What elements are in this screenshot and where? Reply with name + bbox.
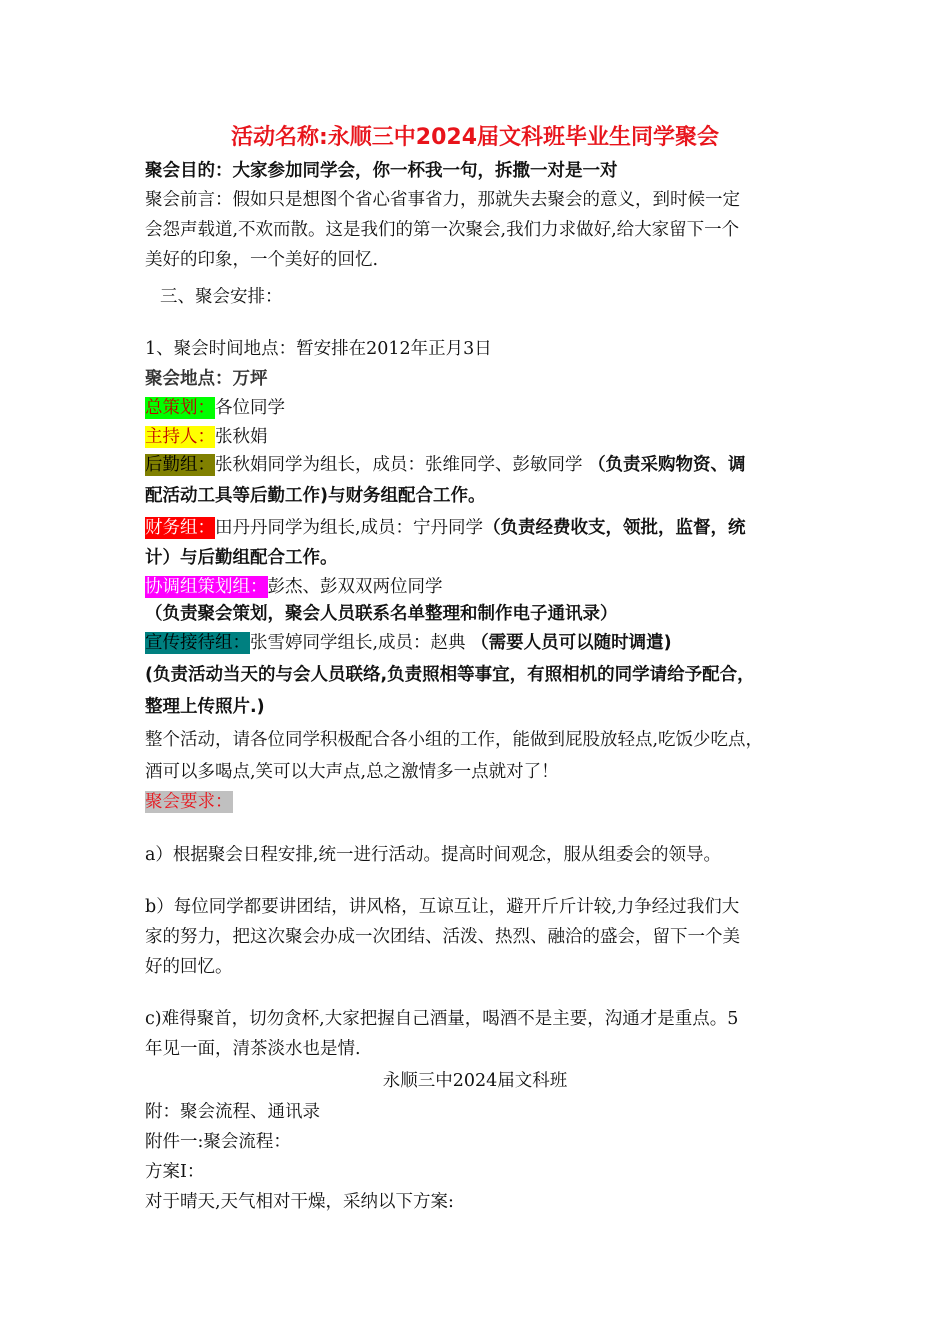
- section-heading: 三、聚会安排：: [160, 287, 283, 307]
- sunny-plan-line: 对于晴天,天气相对干燥，采纳以下方案:: [145, 1192, 454, 1212]
- host-label: 主持人：: [145, 427, 215, 447]
- coordination-line: [145, 572, 443, 602]
- planner-line: [145, 393, 285, 423]
- appendix-one-line: 附件一:聚会流程：: [145, 1132, 291, 1152]
- requirements-label: 聚会要求：: [145, 792, 233, 812]
- time-place-line: 1、聚会时间地点：暂安排在2012年正月3日: [145, 339, 492, 359]
- logistics-note: （负责采购物资、调: [588, 455, 746, 475]
- document-title: 活动名称:永顺三中2024届文科班毕业生同学聚会: [230, 125, 720, 150]
- publicity-label: 宣传接待组：: [145, 633, 250, 653]
- host-line: [145, 422, 268, 452]
- whole-activity-line-2: 酒可以多喝点,笑可以大声点,总之激情多一点就对了！: [145, 762, 559, 782]
- publicity-duty-line-1: (负责活动当天的与会人员联络,负责照相等事宜，有照相机的同学请给予配合，: [145, 665, 755, 685]
- host-value: 张秋娟: [215, 427, 268, 447]
- signature-line: 永顺三中2024届文科班: [382, 1071, 568, 1091]
- publicity-duty-line-2: 整理上传照片.): [145, 697, 265, 717]
- coordination-note: （负责聚会策划，聚会人员联系名单整理和制作电子通讯录）: [145, 604, 618, 624]
- planner-label: 总策划：: [145, 398, 215, 418]
- requirement-b-line-2: 家的努力，把这次聚会办成一次团结、活泼、热烈、融洽的盛会，留下一个美: [145, 927, 740, 947]
- requirement-b-line-3: 好的回忆。: [145, 957, 233, 977]
- coordination-label: 协调组策划组：: [145, 577, 268, 597]
- whole-activity-line-1: 整个活动，请各位同学积极配合各小组的工作，能做到屁股放轻点,吃饭少吃点，: [145, 730, 764, 750]
- finance-note-cont: 计）与后勤组配合工作。: [145, 548, 338, 568]
- preface-line-1: 聚会前言：假如只是想图个省心省事省力，那就失去聚会的意义，到时候一定: [145, 190, 740, 210]
- plan-one-line: 方案Ⅰ：: [145, 1162, 205, 1182]
- logistics-label: 后勤组：: [145, 455, 215, 475]
- logistics-line: [145, 450, 746, 480]
- planner-value: 各位同学: [215, 398, 285, 418]
- purpose-line: 聚会目的：大家参加同学会，你一杯我一句，拆撒一对是一对: [145, 161, 618, 181]
- finance-note: （负责经费收支，领批，监督，统: [483, 518, 746, 538]
- publicity-value: 张雪婷同学组长,成员：赵典: [250, 633, 472, 653]
- finance-label: 财务组：: [145, 518, 215, 538]
- coordination-value: 彭杰、彭双双两位同学: [267, 577, 443, 597]
- logistics-value: 张秋娟同学为组长，成员：张维同学、彭敏同学: [215, 455, 589, 475]
- venue-line: 聚会地点：万坪: [145, 369, 268, 389]
- logistics-note-cont: 配活动工具等后勤工作)与财务组配合工作。: [145, 486, 486, 506]
- requirements-heading: [145, 787, 233, 817]
- requirement-c-line-1: c)难得聚首，切勿贪杯,大家把握自己酒量，喝酒不是主要，沟通才是重点。5: [145, 1009, 739, 1029]
- finance-line: [145, 513, 746, 543]
- publicity-line: [145, 628, 672, 658]
- requirement-a: a）根据聚会日程安排,统一进行活动。提高时间观念，服从组委会的领导。: [145, 845, 721, 865]
- requirement-c-line-2: 年见一面，清茶淡水也是情.: [145, 1039, 361, 1059]
- finance-value: 田丹丹同学为组长,成员：宁丹同学: [215, 518, 484, 538]
- publicity-note: （需要人员可以随时调遣): [471, 633, 672, 653]
- requirement-b-line-1: b）每位同学都要讲团结，讲风格，互谅互让，避开斤斤计较,力争经过我们大: [145, 897, 740, 917]
- preface-line-2: 会怨声载道,不欢而散。这是我们的第一次聚会,我们力求做好,给大家留下一个: [145, 220, 740, 240]
- preface-line-3: 美好的印象，一个美好的回忆.: [145, 250, 379, 270]
- appendix-line: 附：聚会流程、通讯录: [145, 1102, 320, 1122]
